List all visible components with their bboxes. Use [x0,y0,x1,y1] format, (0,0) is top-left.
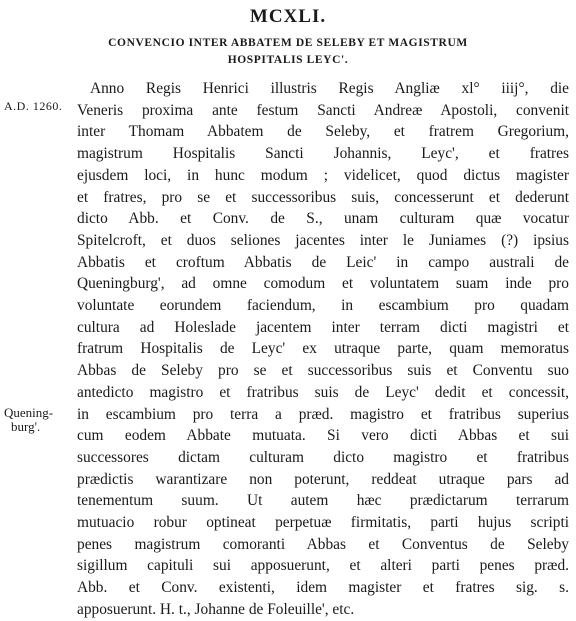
body-line: Abbas de Seleby pro se et successoribus suis et Conventu suo [77,362,569,380]
body-line: successores dictam culturam dicto magistro et fratribus [77,448,569,466]
body-line: sigillum capituli sui apposuerunt, et alteri parti penes præd. [77,557,569,575]
heading-line: CONVENCIO INTER ABBATEM DE SELEBY ET MAGISTRUM [108,37,468,49]
body-line: antedicto magistro et fratribus suis de Leyc' dedit et concessit, [77,383,569,401]
body-line: Anno Regis Henrici illustris Regis Angliæ xl° iiij°, die [90,80,569,97]
body-line: Abbatis et croftum Abbatis de Leic' in campo australi de [77,253,569,271]
body-line: cum eodem Abbate mutuata. Si vero dicti Abbas et sui [77,427,569,445]
heading-line: HOSPITALIS LEYC'. [227,54,349,66]
body-line: Veneris proxima ante festum Sancti Andreæ Apostoli, convenit [77,101,569,119]
charter-heading [0,35,576,69]
body-line: Queningburg', ad omne comodum et voluntatem suam inde pro [77,275,569,293]
body-line: in escambium pro terra a præd. magistro et fratribus superius [77,405,569,423]
margin-place-line: Quening- [4,405,54,420]
body-line: dicto Abb. et Conv. de S., unam culturam quæ vocatur [77,210,569,228]
charter-body [77,78,569,621]
body-line: inter Thomam Abbatem de Seleby, et fratrem Gregorium, [77,123,569,141]
body-line: Abb. et Conv. existenti, idem magister et fratres sig. s. [77,579,569,597]
body-line: fratrum Hospitalis de Leyc' ex utraque parte, quam memoratus [77,340,569,358]
body-line: tenementum suum. Ut autem hæc prædictarum terrarum [77,492,569,510]
margin-date-note: A.D. 1260. [4,99,63,113]
body-line: Spitelcroft, et duos seliones jacentes inter le Juniames (?) ipsius [77,231,569,249]
body-line: apposuerunt. H. t., Johanne de Foleuille', etc. [77,600,355,618]
body-line: magistrum Hospitalis Sancti Johannis, Leyc', et fratres [77,145,569,163]
body-line: mutuacio robur optineat perpetuæ firmitatis, parti hujus scripti [77,514,569,532]
body-line: ejusdem loci, in hunc modum ; videlicet, quod dictus magister [77,166,569,184]
margin-place-note [4,406,53,434]
charter-number: MCXLI. [249,6,327,27]
body-line: et fratres, pro se et successoribus suis, concesserunt et dederunt [77,188,569,206]
body-line: cultura ad Holeslade jacentem inter terram dicti magistri et [77,318,569,336]
body-line: voluntate eorundem faciendum, in escambium pro quadam [77,297,569,315]
margin-place-line: burg'. [11,419,41,434]
body-line: penes magistrum comoranti Abbas et Conventus de Seleby [77,535,569,553]
body-line: prædictis warantizare non poterunt, reddeat utraque pars ad [77,470,569,488]
